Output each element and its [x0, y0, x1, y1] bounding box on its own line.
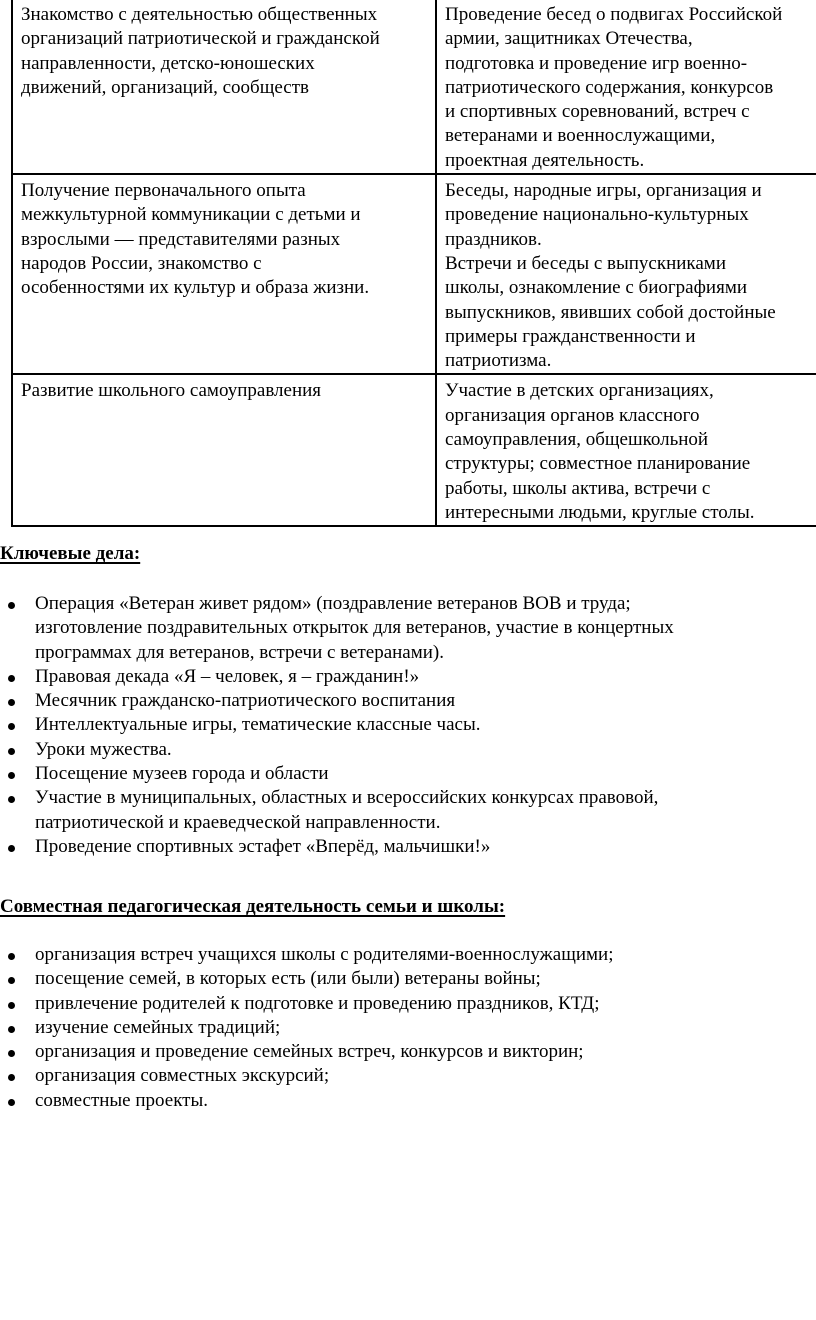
list-item	[0, 1064, 790, 1088]
table-cell-direction: Получение первоначального опыта межкультурной коммуникации с детьми и взрослыми — представителями разных народов России, знакомство с особенностями их культур и образа жизни.	[12, 174, 436, 374]
table-cell-direction: Знакомство с деятельностью общественных организаций патриотической и гражданской направленности, детско-юношеских движений, организаций, сообществ	[12, 0, 436, 174]
list-item-text: изучение семейных традиций;	[35, 1016, 281, 1038]
list-item-text: привлечение родителей к подготовке и проведению праздников, КТД;	[35, 992, 600, 1014]
table-row	[12, 0, 816, 174]
list-item	[0, 1016, 790, 1040]
list-item	[0, 943, 790, 967]
table-cell-activities: Беседы, народные игры, организация и проведение национально-культурных праздников. Встречи и беседы с выпускниками школы, ознакомление с биографиями выпускников, явивших собой достойные примеры гражданственности и патриотизма.	[436, 174, 816, 374]
key-events-heading: Ключевые дела:	[0, 543, 141, 564]
bullet-icon	[8, 796, 15, 803]
table-row	[12, 374, 816, 526]
bullet-icon	[8, 977, 15, 984]
list-item-text: посещение семей, в которых есть (или были) ветераны войны;	[35, 968, 541, 990]
list-item	[0, 1089, 790, 1113]
list-item	[0, 967, 790, 991]
key-events-list	[0, 592, 790, 859]
list-item	[0, 762, 790, 786]
list-item-text: организация совместных экскурсий;	[35, 1065, 330, 1087]
list-item	[0, 665, 790, 689]
list-item-text: организация и проведение семейных встреч, конкурсов и викторин;	[35, 1041, 584, 1063]
table-row	[12, 174, 816, 374]
bullet-icon	[8, 772, 15, 779]
list-item-text: Интеллектуальные игры, тематические классные часы.	[35, 714, 481, 736]
activities-table	[11, 0, 816, 527]
bullet-icon	[8, 1026, 15, 1033]
table-cell-direction: Развитие школьного самоуправления	[12, 374, 436, 526]
list-item	[0, 992, 790, 1016]
bullet-icon	[8, 1050, 15, 1057]
list-item	[0, 1040, 790, 1064]
bullet-icon	[8, 699, 15, 706]
bullet-icon	[8, 1002, 15, 1009]
bullet-icon	[8, 953, 15, 960]
list-item-text: Месячник гражданско-патриотического воспитания	[35, 690, 456, 712]
list-item-text: Проведение спортивных эстафет «Вперёд, мальчишки!»	[35, 835, 491, 857]
bullet-icon	[8, 602, 15, 609]
table-cell-activities: Проведение бесед о подвигах Российской армии, защитниках Отечества, подготовка и проведение игр военно- патриотического содержания, конкурсов и спортивных соревнований, встреч с ветеранами и военнослужащими, проектная деятельность.	[436, 0, 816, 174]
bullet-icon	[8, 748, 15, 755]
list-item	[0, 786, 790, 835]
list-item-text: Уроки мужества.	[35, 738, 172, 760]
list-item	[0, 689, 790, 713]
bullet-icon	[8, 723, 15, 730]
bullet-icon	[8, 675, 15, 682]
bullet-icon	[8, 1074, 15, 1081]
table-cell-activities: Участие в детских организациях, организация органов классного самоуправления, общешкольной структуры; совместное планирование работы, школы актива, встречи с интересными людьми, круглые столы.	[436, 374, 816, 526]
list-item	[0, 835, 790, 859]
bullet-icon	[8, 1099, 15, 1106]
list-item-text: Посещение музеев города и области	[35, 763, 329, 785]
bullet-icon	[8, 845, 15, 852]
list-item-text: организация встреч учащихся школы с родителями-военнослужащими;	[35, 944, 614, 965]
joint-activity-list	[0, 943, 790, 1113]
list-item	[0, 713, 790, 737]
list-item-text: Операция «Ветеран живет рядом» (поздравление ветеранов ВОВ и труда; изготовление поздравительных открыток для ветеранов, участие в концертных программах для ветеранов, встречи с ветеранами).	[35, 593, 674, 663]
list-item	[0, 738, 790, 762]
joint-activity-heading: Совместная педагогическая деятельность семьи и школы:	[0, 896, 506, 917]
list-item-text: Правовая декада «Я – человек, я – гражданин!»	[35, 665, 420, 687]
list-item-text: Участие в муниципальных, областных и всероссийских конкурсах правовой, патриотической и краеведческой направленности.	[35, 787, 659, 833]
list-item-text: совместные проекты.	[35, 1089, 208, 1111]
list-item	[0, 592, 790, 665]
